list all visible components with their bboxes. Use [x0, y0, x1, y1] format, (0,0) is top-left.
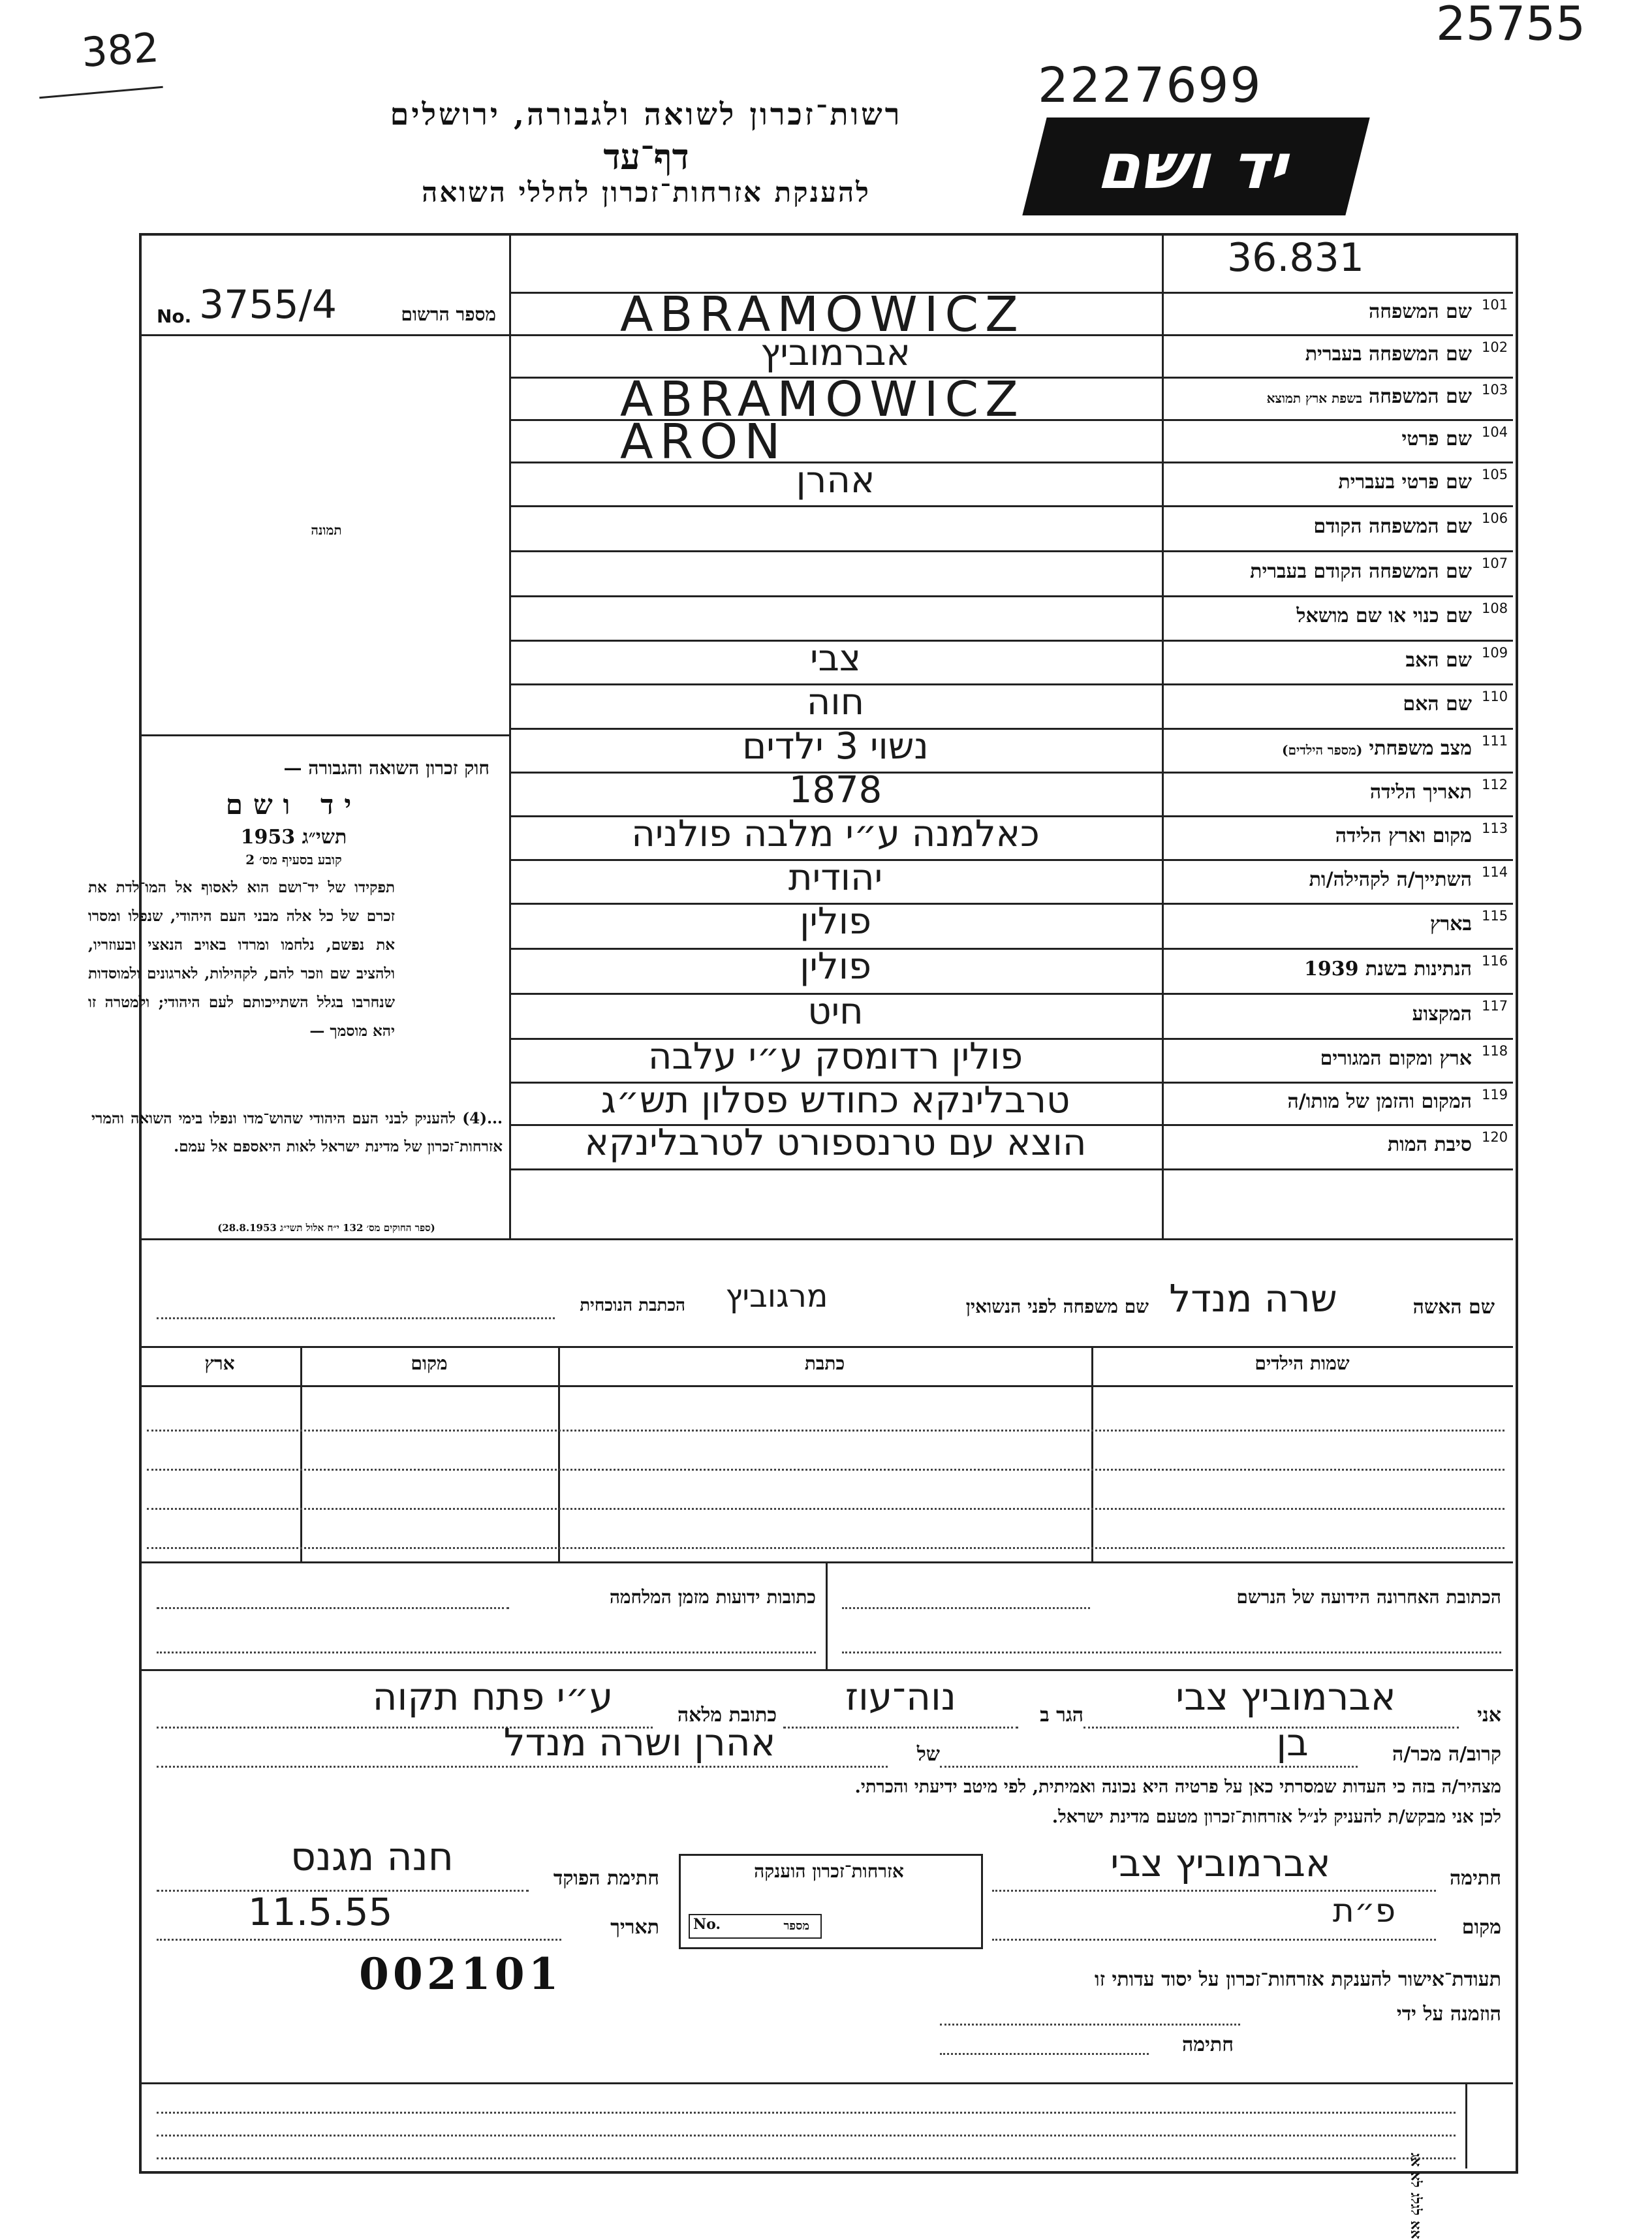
children-col-divider-2 [558, 1346, 560, 1561]
decl-of-label: של [916, 1743, 940, 1766]
table-row [147, 1469, 1504, 1471]
citizenship-box-title: אזרחות־זכרון הוענקה [754, 1860, 904, 1882]
field-value: כאלמנה ע״י מלבה פולניה [631, 813, 1040, 855]
citizenship-no-sublabel: מספר [783, 1919, 809, 1933]
field-label [1172, 604, 1472, 627]
place-dots [992, 1939, 1436, 1941]
field-label-text: שם האם [1403, 693, 1472, 715]
field-label-text: מצב משפחתי [1369, 736, 1472, 760]
field-label [1172, 824, 1472, 847]
decl-of-dots [157, 1766, 888, 1768]
decl-relation-label: קרוב/ה מכר/ה [1392, 1743, 1501, 1766]
field-label [1172, 958, 1472, 980]
field-label-text: הנתינות בשנת 1939 [1303, 957, 1472, 980]
field-label [1172, 343, 1472, 366]
table-row [147, 1508, 1504, 1510]
field-code: 116 [1482, 953, 1508, 969]
field-label-text: המקצוע [1412, 1002, 1472, 1026]
field-value: ABRAMOWICZ [620, 287, 1025, 343]
field-row-line [509, 550, 1513, 552]
registry-no-prefix: No. [157, 305, 192, 327]
field-value: אהרן [796, 459, 875, 501]
registry-row-line [139, 334, 509, 336]
law-name: יד ושם [225, 789, 362, 821]
children-header-country: ארץ [204, 1353, 235, 1374]
field-code: 103 [1482, 382, 1508, 398]
field-code: 111 [1482, 733, 1508, 749]
field-label-text: שם המשפחה בעברית [1305, 342, 1472, 366]
serial-number: 002101 [359, 1949, 563, 1999]
law-title: חוק זכרון השואה והגבורה — [283, 757, 490, 779]
field-value: נשוי 3 ילדים [742, 725, 929, 768]
field-label-text: שם פרטי [1401, 427, 1472, 450]
children-header-names: שמות הילדים [1255, 1353, 1350, 1374]
field-code: 106 [1482, 510, 1508, 526]
field-value: ARON [620, 414, 787, 470]
field-label [1172, 1090, 1472, 1113]
certificate-line1: תעודת־אישור להענקת אזרחות־זכרון על יסוד עדותי זו [1095, 1968, 1501, 1991]
registry-number: 3755/4 [199, 282, 337, 328]
field-code: 101 [1482, 297, 1508, 313]
law-clause: קובע בסעיף מס׳ 2 [245, 852, 342, 868]
field-label [1172, 693, 1472, 715]
decl-resides-value: נוה־עוז [845, 1674, 957, 1719]
law-reference: (ספר החוקים מס׳ 132 י״ח אלול תשי״ג 28.8.1953) [217, 1222, 435, 1234]
top-stamp-number: 36.831 [1227, 235, 1364, 281]
yad-vashem-logo: יד ושם [1022, 117, 1369, 215]
officer-signature-value: חנה מגנס [290, 1834, 454, 1880]
top-left-underline [39, 86, 163, 99]
date-dots [157, 1939, 561, 1941]
decl-i-label: אני [1477, 1704, 1501, 1727]
date-label: תאריך [610, 1916, 659, 1939]
decl-relation-value: בן [1276, 1720, 1309, 1764]
signature-label: חתימה [1450, 1867, 1501, 1890]
top-right-number: 25755 [1436, 0, 1586, 51]
field-label-text: השתייך/ה לקהילה/ות [1309, 868, 1472, 891]
left-column-divider [509, 233, 511, 1238]
bottom-box-dots [157, 2112, 1456, 2114]
certificate-line2: הוזמנה על ידי [1396, 2003, 1501, 2026]
field-label-text: ארץ ומקום המגורים [1320, 1046, 1472, 1070]
field-label [1172, 1133, 1472, 1156]
field-label [1172, 560, 1472, 583]
field-row-line [509, 595, 1513, 597]
field-value: אברמוביץ [760, 332, 911, 374]
field-label [1172, 300, 1472, 323]
decl-relation-dots [940, 1766, 1358, 1768]
field-label [1172, 515, 1472, 538]
place-label: מקום [1461, 1916, 1501, 1939]
field-label-text: שם המשפחה [1368, 384, 1472, 408]
decl-address-label: כתובת מלאה [677, 1704, 777, 1727]
decl-address-value: ע״י פתח תקוה [372, 1674, 614, 1719]
last-known-address-label: הכתובת האחרונה הידועה של הנרשם [1236, 1586, 1501, 1608]
field-label [1172, 428, 1472, 450]
field-label-note: (מספר הילדים) [1282, 742, 1363, 758]
field-code: 109 [1482, 645, 1508, 661]
registry-label: מספר הרשום [401, 304, 496, 325]
form-title: דף־עד [603, 136, 689, 178]
field-code: 108 [1482, 601, 1508, 616]
field-value: הוצא עם טרנספורט לטרבלינקא [584, 1121, 1087, 1164]
archive-number: 2227699 [1038, 57, 1262, 114]
decl-line4: לכן אני מבקש/ת להעניק לנ״ל אזרחות־זכרון מטעם מדינת ישראל. [1052, 1807, 1501, 1827]
last-known-address-dots [842, 1607, 1090, 1609]
table-row [147, 1430, 1504, 1432]
maiden-name-label: שם משפחה לפני הנשואין [965, 1296, 1149, 1317]
field-label-note: בשפת ארץ תמוצא [1266, 390, 1362, 406]
field-label-text: שם המשפחה הקודם בעברית [1250, 559, 1472, 583]
field-label [1172, 913, 1472, 935]
children-col-divider-1 [1091, 1346, 1093, 1561]
bottom-box-top [139, 2082, 1513, 2084]
wartime-address-dots [157, 1652, 816, 1653]
certificate-dots [940, 2024, 1240, 2026]
wartime-address-dots [157, 1607, 509, 1609]
decl-line3: מצהיר/ה בזה כי העדות שמסרתי כאן על פרטיה היא נכונה ואמיתית, לפי מיטב ידיעתי והכרתי. [854, 1777, 1501, 1797]
field-value: חיט [807, 990, 864, 1033]
signature-value: אברמוביץ צבי [1110, 1841, 1331, 1885]
photo-label: תמונה [311, 522, 342, 538]
field-label [1172, 471, 1472, 493]
side-code: אא לגלג לא אג [1407, 2152, 1424, 2239]
date-value: 11.5.55 [248, 1890, 393, 1934]
citizenship-no-label: No. [693, 1916, 721, 1933]
field-label-text: שם פרטי בעברית [1338, 470, 1472, 493]
bottom-box-dots [157, 2157, 1456, 2159]
field-value: פולין רדומסק ע״י עלבה [647, 1035, 1023, 1078]
law-body: תפקידו של יד־ושם הוא לאסוף אל המו־לדת את זכרם של כל אלה מבני העם היהודי, שנפלו ומסרו את נפשם, נלחמו ומרדו באויב הנאצי ובעוזריו, ולהציב שם וזכר להם, לקהילות, לארגונים ולמוסדות שנחרבו בגלל השתייכותם לעם היהודי; ולמטרה זו יהא מוסמך — [88, 879, 395, 1040]
field-code: 102 [1482, 339, 1508, 355]
field-label-text: מקום וארץ הלידה [1335, 824, 1472, 847]
field-label-text: המקום והזמן של מותו/ה [1287, 1089, 1472, 1113]
field-value: ABRAMOWICZ [620, 371, 1025, 428]
field-value: 1878 [788, 769, 882, 811]
field-row-line [509, 1168, 1513, 1170]
children-header-place: מקום [411, 1353, 448, 1374]
certificate-sig-dots [940, 2053, 1149, 2055]
field-label-text: סיבת המות [1387, 1133, 1472, 1156]
field-label-text: שם המשפחה הקודם [1313, 514, 1472, 538]
field-label-text: שם כנוי או שם מושאל [1296, 604, 1472, 627]
bottom-box-side-divider [1465, 2082, 1467, 2169]
field-code: 117 [1482, 998, 1508, 1014]
field-label [1172, 649, 1472, 672]
field-code: 119 [1482, 1087, 1508, 1103]
decl-of-value: אהרן ושרה מנדל [503, 1720, 776, 1764]
field-code: 118 [1482, 1043, 1508, 1059]
law-body-part2: ...(4) להעניק לבני העם היהודי שהוש־מדו ונפלו בימי השואה והמרי אזרחות־זכרון של מדינת ישראל לאות היאספם אל עמם. [91, 1110, 503, 1155]
field-code: 114 [1482, 864, 1508, 880]
children-table-header-line [139, 1385, 1513, 1387]
field-label-text: שם האב [1405, 648, 1472, 672]
children-col-divider-3 [300, 1346, 302, 1561]
wife-address-dots [157, 1317, 555, 1319]
authority-name: רשות־זכרון לשואה ולגבורה, ירושלים [390, 97, 903, 132]
bottom-box-dots [157, 2135, 1456, 2137]
field-row-line [509, 505, 1513, 507]
field-label-text: בארץ [1429, 912, 1472, 935]
decl-i-value: אברמוביץ צבי [1176, 1674, 1396, 1719]
field-value: יהודית [788, 856, 883, 899]
field-label [1172, 868, 1472, 891]
top-left-number: 382 [80, 23, 161, 77]
field-label-text: תאריך הלידה [1369, 780, 1472, 804]
field-code: 112 [1482, 777, 1508, 792]
children-table-top [139, 1346, 1513, 1348]
field-code: 110 [1482, 689, 1508, 704]
wife-name: שרה מנדל [1169, 1276, 1337, 1321]
last-known-address-dots [842, 1652, 1501, 1653]
field-code: 105 [1482, 467, 1508, 482]
field-code: 104 [1482, 424, 1508, 440]
current-address-label: הכתבת הנוכחית [580, 1296, 685, 1315]
field-value: חוה [806, 681, 865, 723]
field-label-text: שם המשפחה [1368, 300, 1472, 323]
label-column-divider [1162, 233, 1164, 1238]
addresses-divider [826, 1561, 828, 1669]
wife-label: שם האשה [1412, 1296, 1495, 1319]
law-year: תשי״ג 1953 [240, 826, 347, 849]
field-value: צבי [809, 637, 862, 680]
wartime-address-label: כתובות ידועות מזמן המלחמה [609, 1586, 816, 1608]
field-label [1172, 385, 1472, 408]
children-header-address: כתבת [804, 1353, 845, 1374]
field-value: פולין [800, 945, 871, 988]
addresses-bottom [139, 1669, 1513, 1671]
field-value: פולין [800, 900, 871, 943]
officer-signature-label: חתימת הפוקד [553, 1867, 659, 1890]
field-label [1172, 737, 1472, 760]
place-value: פ״ת [1332, 1892, 1396, 1930]
wife-maiden-name: מרגוביץ [725, 1278, 828, 1315]
field-label [1172, 781, 1472, 804]
certificate-sig-label: חתימה [1182, 2033, 1234, 2056]
field-label [1172, 1047, 1472, 1070]
field-code: 115 [1482, 908, 1508, 924]
upper-section-bottom [139, 1238, 1513, 1240]
field-code: 113 [1482, 821, 1508, 836]
field-value: טרבלינקא כחודש פסלון תש״ג [600, 1079, 1070, 1121]
form-subtitle: להענקת אזרחות־זכרון לחללי השואה [422, 176, 871, 208]
field-code: 107 [1482, 556, 1508, 571]
decl-resides-label: הגר ב [1040, 1704, 1083, 1727]
table-row [147, 1547, 1504, 1549]
field-code: 120 [1482, 1129, 1508, 1145]
photo-bottom-line [139, 734, 509, 736]
field-label [1172, 1003, 1472, 1026]
